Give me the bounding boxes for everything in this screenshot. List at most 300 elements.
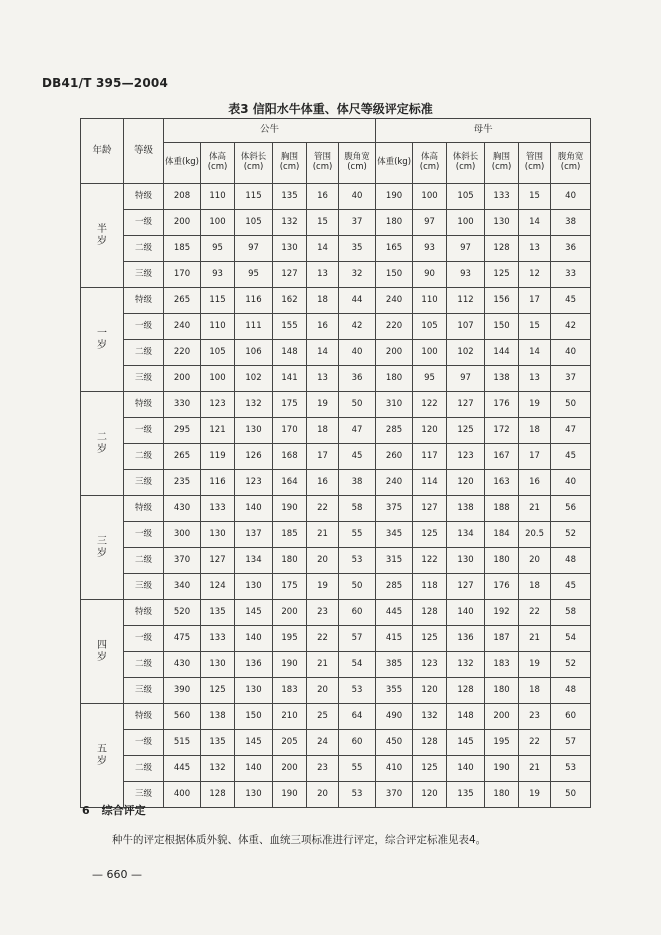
value-cell: 52	[551, 652, 591, 678]
value-cell: 148	[447, 704, 485, 730]
value-cell: 53	[551, 756, 591, 782]
value-cell: 134	[447, 522, 485, 548]
value-cell: 40	[551, 470, 591, 496]
value-cell: 185	[164, 236, 201, 262]
value-cell: 123	[447, 444, 485, 470]
value-cell: 200	[485, 704, 519, 730]
value-cell: 125	[201, 678, 235, 704]
value-cell: 21	[307, 522, 339, 548]
grade-cell: 二级	[124, 652, 164, 678]
value-cell: 17	[307, 444, 339, 470]
value-cell: 123	[235, 470, 273, 496]
value-cell: 183	[485, 652, 519, 678]
value-cell: 22	[519, 730, 551, 756]
value-cell: 176	[485, 574, 519, 600]
value-cell: 130	[447, 548, 485, 574]
value-cell: 285	[376, 418, 413, 444]
value-cell: 180	[485, 678, 519, 704]
age-group-cell: 二 岁	[81, 392, 124, 496]
value-cell: 180	[376, 210, 413, 236]
table-row	[81, 678, 591, 704]
value-cell: 119	[201, 444, 235, 470]
value-cell: 410	[376, 756, 413, 782]
value-cell: 300	[164, 522, 201, 548]
value-cell: 127	[413, 496, 447, 522]
value-cell: 345	[376, 522, 413, 548]
value-cell: 132	[447, 652, 485, 678]
page-number: — 660 —	[92, 868, 142, 881]
value-cell: 128	[201, 782, 235, 808]
value-cell: 40	[339, 184, 376, 210]
value-cell: 102	[447, 340, 485, 366]
value-cell: 97	[447, 236, 485, 262]
column-header: 管围(cm)	[307, 143, 339, 184]
table-header-row-1	[81, 119, 591, 143]
value-cell: 155	[273, 314, 307, 340]
value-cell: 120	[447, 470, 485, 496]
grade-cell: 一级	[124, 730, 164, 756]
value-cell: 128	[447, 678, 485, 704]
value-cell: 37	[339, 210, 376, 236]
value-cell: 200	[164, 210, 201, 236]
grade-cell: 二级	[124, 236, 164, 262]
table-row	[81, 730, 591, 756]
value-cell: 55	[339, 522, 376, 548]
value-cell: 175	[273, 392, 307, 418]
table-row	[81, 288, 591, 314]
value-cell: 36	[551, 236, 591, 262]
value-cell: 490	[376, 704, 413, 730]
table-row	[81, 522, 591, 548]
value-cell: 35	[339, 236, 376, 262]
value-cell: 141	[273, 366, 307, 392]
header-group-male: 公牛	[164, 119, 376, 143]
value-cell: 37	[551, 366, 591, 392]
column-header: 胸围(cm)	[485, 143, 519, 184]
value-cell: 16	[307, 184, 339, 210]
value-cell: 355	[376, 678, 413, 704]
table-row	[81, 340, 591, 366]
value-cell: 22	[307, 496, 339, 522]
value-cell: 240	[164, 314, 201, 340]
value-cell: 120	[413, 782, 447, 808]
value-cell: 168	[273, 444, 307, 470]
value-cell: 13	[307, 262, 339, 288]
value-cell: 93	[447, 262, 485, 288]
value-cell: 130	[485, 210, 519, 236]
document-code: DB41/T 395—2004	[42, 76, 168, 90]
grade-cell: 特级	[124, 184, 164, 210]
column-header: 胸围(cm)	[273, 143, 307, 184]
value-cell: 114	[413, 470, 447, 496]
value-cell: 130	[235, 418, 273, 444]
value-cell: 22	[307, 626, 339, 652]
table-row	[81, 366, 591, 392]
value-cell: 53	[339, 782, 376, 808]
value-cell: 16	[307, 314, 339, 340]
value-cell: 25	[307, 704, 339, 730]
grade-cell: 二级	[124, 444, 164, 470]
value-cell: 58	[339, 496, 376, 522]
value-cell: 90	[413, 262, 447, 288]
value-cell: 21	[519, 496, 551, 522]
value-cell: 150	[235, 704, 273, 730]
value-cell: 58	[551, 600, 591, 626]
value-cell: 190	[485, 756, 519, 782]
table-row	[81, 756, 591, 782]
grade-cell: 一级	[124, 314, 164, 340]
table-title: 表3 信阳水牛体重、体尺等级评定标准	[228, 102, 433, 116]
grade-cell: 特级	[124, 704, 164, 730]
value-cell: 145	[235, 600, 273, 626]
value-cell: 45	[551, 444, 591, 470]
value-cell: 188	[485, 496, 519, 522]
value-cell: 200	[273, 600, 307, 626]
value-cell: 180	[485, 782, 519, 808]
value-cell: 315	[376, 548, 413, 574]
value-cell: 132	[201, 756, 235, 782]
table-row	[81, 262, 591, 288]
column-header: 体高(cm)	[413, 143, 447, 184]
table-row	[81, 184, 591, 210]
value-cell: 112	[447, 288, 485, 314]
grade-cell: 三级	[124, 470, 164, 496]
value-cell: 265	[164, 444, 201, 470]
value-cell: 111	[235, 314, 273, 340]
value-cell: 133	[485, 184, 519, 210]
value-cell: 55	[339, 756, 376, 782]
value-cell: 21	[307, 652, 339, 678]
value-cell: 180	[273, 548, 307, 574]
section-number: 6	[82, 804, 90, 817]
value-cell: 21	[519, 626, 551, 652]
grading-standard-table	[80, 118, 591, 808]
value-cell: 13	[519, 236, 551, 262]
value-cell: 95	[413, 366, 447, 392]
value-cell: 50	[339, 574, 376, 600]
value-cell: 130	[235, 678, 273, 704]
header-group-female: 母牛	[376, 119, 591, 143]
grade-cell: 特级	[124, 600, 164, 626]
value-cell: 105	[201, 340, 235, 366]
age-group-cell: 半 岁	[81, 184, 124, 288]
value-cell: 430	[164, 652, 201, 678]
value-cell: 172	[485, 418, 519, 444]
value-cell: 60	[339, 730, 376, 756]
value-cell: 16	[307, 470, 339, 496]
value-cell: 560	[164, 704, 201, 730]
column-header: 管围(cm)	[519, 143, 551, 184]
value-cell: 125	[413, 756, 447, 782]
value-cell: 20	[307, 782, 339, 808]
value-cell: 385	[376, 652, 413, 678]
table-row	[81, 236, 591, 262]
grade-cell: 三级	[124, 262, 164, 288]
value-cell: 45	[551, 288, 591, 314]
value-cell: 57	[339, 626, 376, 652]
value-cell: 125	[413, 626, 447, 652]
value-cell: 19	[519, 652, 551, 678]
value-cell: 93	[413, 236, 447, 262]
value-cell: 53	[339, 678, 376, 704]
value-cell: 133	[201, 496, 235, 522]
value-cell: 130	[273, 236, 307, 262]
value-cell: 14	[519, 340, 551, 366]
value-cell: 44	[339, 288, 376, 314]
value-cell: 116	[235, 288, 273, 314]
value-cell: 150	[376, 262, 413, 288]
value-cell: 126	[235, 444, 273, 470]
value-cell: 122	[413, 548, 447, 574]
value-cell: 54	[339, 652, 376, 678]
value-cell: 190	[376, 184, 413, 210]
value-cell: 134	[235, 548, 273, 574]
value-cell: 185	[273, 522, 307, 548]
grade-cell: 三级	[124, 574, 164, 600]
value-cell: 124	[201, 574, 235, 600]
value-cell: 50	[551, 782, 591, 808]
value-cell: 123	[201, 392, 235, 418]
value-cell: 127	[273, 262, 307, 288]
value-cell: 136	[235, 652, 273, 678]
value-cell: 42	[551, 314, 591, 340]
value-cell: 195	[485, 730, 519, 756]
value-cell: 180	[376, 366, 413, 392]
section-title: 综合评定	[101, 804, 146, 817]
value-cell: 13	[307, 366, 339, 392]
value-cell: 95	[201, 236, 235, 262]
value-cell: 110	[201, 314, 235, 340]
value-cell: 110	[413, 288, 447, 314]
value-cell: 18	[519, 574, 551, 600]
value-cell: 102	[235, 366, 273, 392]
value-cell: 330	[164, 392, 201, 418]
value-cell: 192	[485, 600, 519, 626]
value-cell: 38	[339, 470, 376, 496]
value-cell: 132	[273, 210, 307, 236]
value-cell: 105	[447, 184, 485, 210]
value-cell: 190	[273, 652, 307, 678]
column-header: 腹角宽(cm)	[551, 143, 591, 184]
value-cell: 36	[339, 366, 376, 392]
value-cell: 125	[447, 418, 485, 444]
value-cell: 235	[164, 470, 201, 496]
value-cell: 97	[235, 236, 273, 262]
value-cell: 180	[485, 548, 519, 574]
value-cell: 127	[201, 548, 235, 574]
value-cell: 125	[485, 262, 519, 288]
value-cell: 205	[273, 730, 307, 756]
value-cell: 57	[551, 730, 591, 756]
grade-cell: 二级	[124, 756, 164, 782]
value-cell: 115	[235, 184, 273, 210]
value-cell: 47	[551, 418, 591, 444]
value-cell: 120	[413, 418, 447, 444]
value-cell: 100	[447, 210, 485, 236]
value-cell: 130	[235, 574, 273, 600]
value-cell: 415	[376, 626, 413, 652]
value-cell: 220	[164, 340, 201, 366]
value-cell: 40	[339, 340, 376, 366]
value-cell: 135	[273, 184, 307, 210]
value-cell: 122	[413, 392, 447, 418]
value-cell: 190	[273, 782, 307, 808]
value-cell: 19	[307, 392, 339, 418]
value-cell: 520	[164, 600, 201, 626]
value-cell: 140	[235, 626, 273, 652]
value-cell: 56	[551, 496, 591, 522]
value-cell: 400	[164, 782, 201, 808]
value-cell: 163	[485, 470, 519, 496]
value-cell: 170	[164, 262, 201, 288]
value-cell: 135	[201, 730, 235, 756]
age-group-cell: 一 岁	[81, 288, 124, 392]
value-cell: 370	[376, 782, 413, 808]
value-cell: 40	[551, 184, 591, 210]
table-row	[81, 470, 591, 496]
value-cell: 106	[235, 340, 273, 366]
value-cell: 105	[235, 210, 273, 236]
value-cell: 100	[413, 184, 447, 210]
value-cell: 115	[201, 288, 235, 314]
value-cell: 20	[307, 548, 339, 574]
table-row	[81, 652, 591, 678]
header-age: 年龄	[81, 119, 124, 184]
section-heading	[82, 802, 146, 818]
value-cell: 100	[413, 340, 447, 366]
grade-cell: 三级	[124, 678, 164, 704]
age-group-cell: 四 岁	[81, 600, 124, 704]
value-cell: 138	[485, 366, 519, 392]
value-cell: 132	[413, 704, 447, 730]
value-cell: 132	[235, 392, 273, 418]
value-cell: 140	[235, 496, 273, 522]
value-cell: 145	[447, 730, 485, 756]
value-cell: 125	[413, 522, 447, 548]
value-cell: 23	[519, 704, 551, 730]
value-cell: 53	[339, 548, 376, 574]
grade-cell: 特级	[124, 392, 164, 418]
column-header: 体重(kg)	[376, 143, 413, 184]
value-cell: 17	[519, 288, 551, 314]
value-cell: 18	[307, 288, 339, 314]
value-cell: 170	[273, 418, 307, 444]
table-row	[81, 704, 591, 730]
value-cell: 260	[376, 444, 413, 470]
table-row	[81, 574, 591, 600]
value-cell: 240	[376, 288, 413, 314]
table-row	[81, 418, 591, 444]
value-cell: 375	[376, 496, 413, 522]
value-cell: 200	[376, 340, 413, 366]
value-cell: 14	[307, 340, 339, 366]
value-cell: 18	[519, 418, 551, 444]
value-cell: 390	[164, 678, 201, 704]
value-cell: 370	[164, 548, 201, 574]
grade-cell: 一级	[124, 418, 164, 444]
value-cell: 240	[376, 470, 413, 496]
value-cell: 183	[273, 678, 307, 704]
value-cell: 140	[447, 756, 485, 782]
value-cell: 310	[376, 392, 413, 418]
value-cell: 123	[413, 652, 447, 678]
value-cell: 187	[485, 626, 519, 652]
value-cell: 176	[485, 392, 519, 418]
value-cell: 121	[201, 418, 235, 444]
value-cell: 164	[273, 470, 307, 496]
table-row	[81, 782, 591, 808]
value-cell: 140	[235, 756, 273, 782]
table-row	[81, 496, 591, 522]
value-cell: 445	[164, 756, 201, 782]
value-cell: 136	[447, 626, 485, 652]
value-cell: 60	[339, 600, 376, 626]
table-row	[81, 444, 591, 470]
value-cell: 430	[164, 496, 201, 522]
table-row	[81, 392, 591, 418]
value-cell: 64	[339, 704, 376, 730]
value-cell: 144	[485, 340, 519, 366]
value-cell: 54	[551, 626, 591, 652]
value-cell: 156	[485, 288, 519, 314]
table-row	[81, 314, 591, 340]
value-cell: 107	[447, 314, 485, 340]
column-header: 体重(kg)	[164, 143, 201, 184]
value-cell: 24	[307, 730, 339, 756]
value-cell: 445	[376, 600, 413, 626]
value-cell: 128	[485, 236, 519, 262]
value-cell: 110	[201, 184, 235, 210]
value-cell: 450	[376, 730, 413, 756]
value-cell: 116	[201, 470, 235, 496]
value-cell: 60	[551, 704, 591, 730]
value-cell: 93	[201, 262, 235, 288]
value-cell: 13	[519, 366, 551, 392]
grade-cell: 二级	[124, 340, 164, 366]
section-paragraph: 种牛的评定根据体质外貌、体重、血统三项标准进行评定，综合评定标准见表4。	[112, 834, 487, 846]
value-cell: 127	[447, 392, 485, 418]
column-header: 体斜长(cm)	[447, 143, 485, 184]
age-group-cell: 五 岁	[81, 704, 124, 808]
value-cell: 210	[273, 704, 307, 730]
value-cell: 220	[376, 314, 413, 340]
value-cell: 47	[339, 418, 376, 444]
value-cell: 22	[519, 600, 551, 626]
value-cell: 18	[519, 678, 551, 704]
value-cell: 15	[519, 184, 551, 210]
value-cell: 23	[307, 600, 339, 626]
value-cell: 50	[339, 392, 376, 418]
value-cell: 50	[551, 392, 591, 418]
value-cell: 14	[307, 236, 339, 262]
value-cell: 19	[519, 392, 551, 418]
grade-cell: 一级	[124, 522, 164, 548]
value-cell: 195	[273, 626, 307, 652]
value-cell: 128	[413, 600, 447, 626]
value-cell: 208	[164, 184, 201, 210]
value-cell: 162	[273, 288, 307, 314]
value-cell: 100	[201, 210, 235, 236]
value-cell: 52	[551, 522, 591, 548]
value-cell: 45	[551, 574, 591, 600]
grade-cell: 一级	[124, 626, 164, 652]
value-cell: 20	[519, 548, 551, 574]
header-grade: 等级	[124, 119, 164, 184]
value-cell: 48	[551, 678, 591, 704]
grade-cell: 特级	[124, 496, 164, 522]
value-cell: 150	[485, 314, 519, 340]
value-cell: 127	[447, 574, 485, 600]
